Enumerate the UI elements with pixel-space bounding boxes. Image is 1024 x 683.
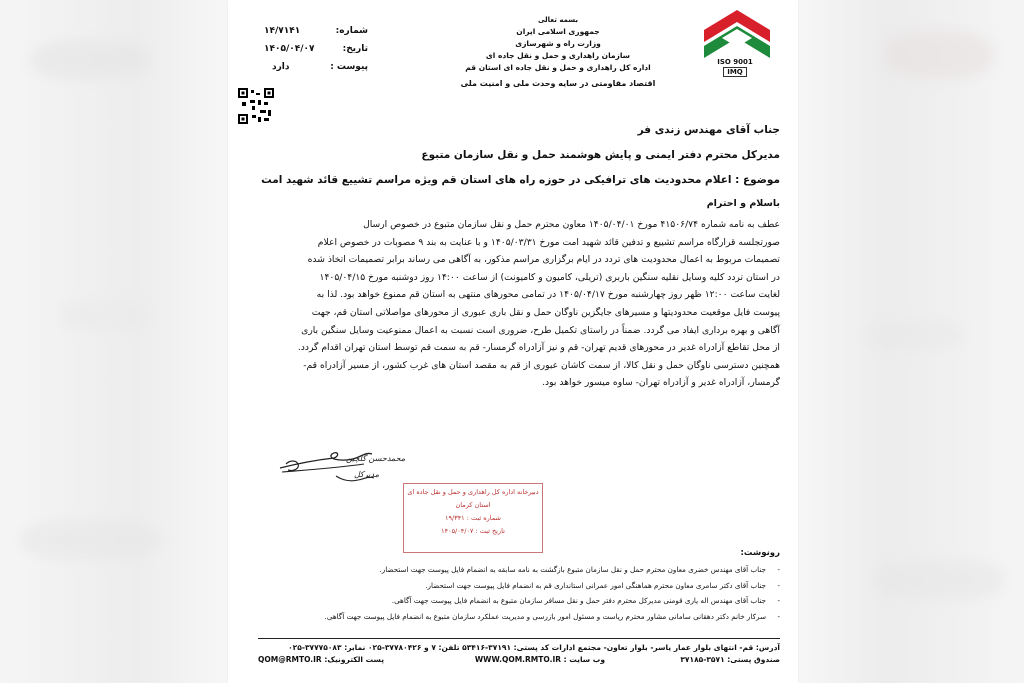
attachment-value: دارد	[272, 62, 290, 72]
cc-item: - جناب آقای مهندس اله یاری قومنی مدیرکل محترم دفتر حمل و نقل مسافر سازمان متبوع به انضمام فایل پیوست جهت آگاهی.	[391, 596, 780, 605]
bismillah: بسمه تعالی	[537, 16, 579, 24]
cc-title: رونوشت:	[740, 548, 780, 558]
letterhead-line: سازمان راهداری و حمل و نقل جاده ای	[485, 51, 631, 60]
number-label: شماره:	[335, 26, 368, 36]
date-label: تاریخ:	[342, 44, 368, 54]
body-line: صورتجلسه قرارگاه مراسم تشییع و تدفین قائد شهید امت مورخ ۱۴۰۵/۰۳/۳۱ و با عنایت به بند ۹ مصوبات در خصوص اعلام	[317, 236, 780, 248]
letterhead-line: اداره کل راهداری و حمل و نقل جاده ای استان قم	[465, 63, 651, 72]
letter-meta	[228, 26, 408, 80]
subject-line: موضوع : اعلام محدودیت های ترافیکی در حوزه راه های استان قم ویژه مراسم تشییع قائد شهید امت	[261, 174, 780, 186]
body-line: عطف به نامه شماره ۴۱۵۰۶/۷۴ مورخ ۱۴۰۵/۰۴/۰۱ معاون محترم حمل و نقل سازمان متبوع در خصوص ارسال	[363, 219, 780, 230]
body-line: گرمسار، آزادراه غدیر و آزادراه تهران- ساوه میسور خواهد بود.	[542, 377, 780, 389]
iso-certification	[706, 58, 764, 77]
letter-body	[260, 216, 780, 392]
stamp-line: شماره ثبت : ۱۹/۳۴۱	[445, 514, 501, 522]
body-line: در استان تردد کلیه وسایل نقلیه سنگین باربری (تریلی، کامیون و کامیونت) از ساعت ۱۴:۰۰ روز دوشنبه مورخ ۱۴۰۵/۰۴/۱۵	[319, 271, 780, 283]
letterhead-line: جمهوری اسلامی ایران	[516, 27, 600, 36]
cc-item: - سرکار خانم دکتر دهقانی سامانی مشاور محترم ریاست و مسئول امور بازرسی و مدیریت عملکرد سازمان متبوع به انضمام فایل پیوست جهت آگاهی.	[324, 611, 780, 621]
background-right	[794, 0, 1024, 683]
registry-stamp	[403, 483, 543, 553]
stamp-line: دبیرخانه اداره کل راهداری و حمل و نقل جاده ای	[407, 488, 539, 496]
footer-divider	[258, 638, 780, 639]
footer-website: وب سایت : WWW.QOM.RMTO.IR	[474, 655, 605, 664]
letterhead	[408, 14, 708, 90]
signature-title: مدیرکل	[354, 470, 379, 479]
slogan: اقتصاد مقاومتی در سایه وحدت ملی و امنیت ملی	[460, 79, 656, 88]
body-line: پیوست فایل موقعیت محدودیتها و مسیرهای جایگزین ناوگان حمل و نقل باری عبوری از محورهای مواصلاتی استان قم، جهت	[311, 306, 780, 318]
number-value: ۱۴/۷۱۴۱	[264, 26, 301, 36]
date-value: ۱۴۰۵/۰۴/۰۷	[264, 44, 315, 54]
footer-contact-row	[258, 654, 780, 666]
cc-item: - جناب آقای دکتر سامری معاون محترم هماهنگی امور عمرانی استانداری قم به انضمام فایل پیوست جهت استحضار.	[425, 580, 780, 590]
body-line: تصمیمات مربوط به اعمال محدودیت های تردد در ایام برگزاری مراسم مذکور، به آگاهی می رساند برابر تصمیمات اتخاذ شده	[307, 254, 780, 266]
background-left	[0, 0, 230, 683]
cc-item: - جناب آقای مهندس خضری معاون محترم حمل و نقل سازمان متبوع بازگشت به نامه سابقه به انضمام فایل پیوست جهت استحضار.	[379, 565, 780, 574]
footer-email: پست الکترونیک: QOM@RMTO.IR	[258, 655, 385, 664]
body-line: لغایت ساعت ۱۲:۰۰ ظهر روز چهارشنبه مورخ ۱۴۰۵/۰۴/۱۷ در تمامی محورهای منتهی به استان قم ممنوع خواهد بود. لذا به	[316, 289, 780, 301]
letterhead-line: وزارت راه و شهرسازی	[515, 39, 601, 48]
body-line: از محل تقاطع آزادراه غدیر در محورهای قدیم تهران- قم و نیز آزادراه گرمسار- قم به سمت قم توسط استان تهران اقدام گردد.	[297, 342, 780, 354]
greeting: باسلام و احترام	[706, 198, 780, 209]
stamp-line: استان کرمان	[455, 501, 491, 509]
footer	[258, 642, 780, 666]
stamp-line: تاریخ ثبت : ۱۴۰۵/۰۴/۰۷	[441, 527, 505, 535]
imq-mark: IMQ	[723, 67, 747, 77]
signature-name: محمدحسن گلچین	[346, 454, 406, 463]
addressee-name: جناب آقای مهندس زندی فر	[637, 124, 780, 136]
attachment-label: پیوست :	[330, 62, 368, 72]
qr-code-icon	[238, 88, 274, 124]
body-line: همچنین دسترسی ناوگان حمل و نقل کالا، از سمت کاشان عبوری از قم به مقصد استان های غرب کشور، از مسیر آزادراه قم-	[303, 359, 780, 371]
letter-page	[228, 0, 798, 683]
footer-address: آدرس: قم- انتهای بلوار عمار یاسر- بلوار تعاون- مجتمع ادارات کد پستی: ۳۷۱۹۱-۵۳۴۱۶ تلفن: ۷ و ۳۷۷۸۰۴۲۶-۰۲۵ نمابر: ۳۷۷۷۵۰۸۳-۰۲۵	[288, 643, 780, 652]
body-line: آگاهی و بهره برداری ایفاد می گردد. ضمناً در راستای تکمیل طرح، ضروری است نسبت به اعمال ممنوعیت وسایل سنگین باری	[301, 324, 780, 336]
cc-list	[260, 563, 780, 625]
footer-pobox: صندوق پستی: ۳۵۷۱-۳۷۱۸۵	[680, 655, 780, 664]
addressee-title: مدیرکل محترم دفتر ایمنی و پایش هوشمند حمل و نقل سازمان متبوع	[421, 149, 780, 161]
iso-label: ISO 9001	[717, 58, 753, 66]
